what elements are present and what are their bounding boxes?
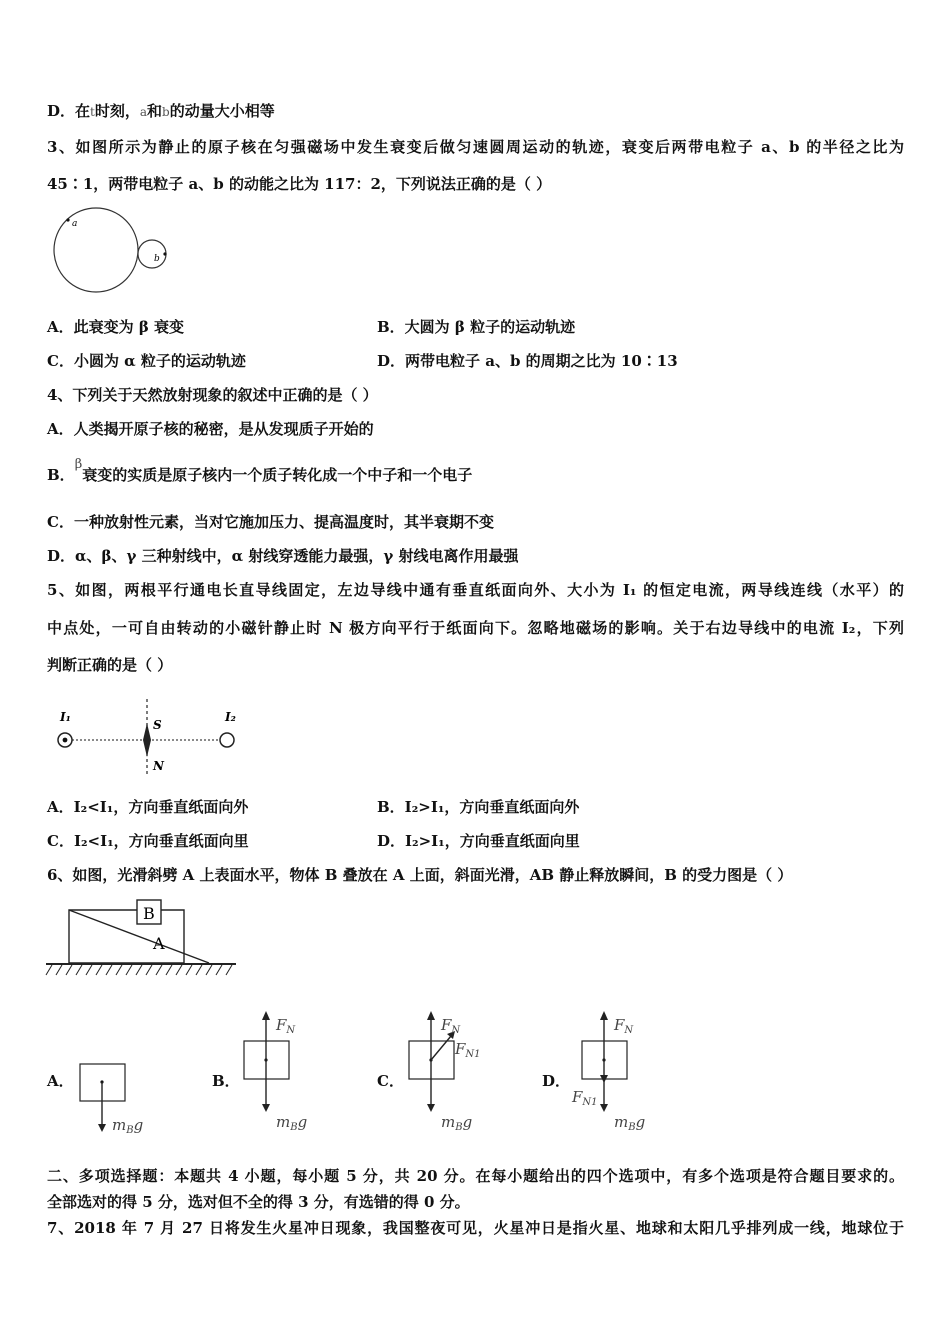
q5-wire-figure	[50, 697, 250, 779]
q3-option-d[interactable]: D．两带电粒子 a、b 的周期之比为 10∶13	[377, 352, 678, 370]
q4-option-c[interactable]: C．一种放射性元素，当对它施加压力、提高温度时，其半衰期不变	[47, 513, 494, 531]
svg-text:mBg: $m_Bg$	[276, 1113, 308, 1133]
var-a: a	[139, 105, 148, 119]
q6-option-c[interactable]: C．	[377, 1072, 404, 1090]
svg-text:FN1: $F_{N1}$	[572, 1088, 598, 1108]
label-N: N	[153, 759, 164, 773]
svg-text:FN: $F_N$	[441, 1016, 461, 1036]
particle-a-dot	[66, 218, 69, 221]
wire-2	[220, 733, 234, 747]
label-A: A	[153, 934, 165, 953]
q5-stem-line1: 5、如图，两根平行通电长直导线固定，左边导线中通有垂直纸面向外、大小为 I₁ 的恒定电流，两导线连线（水平）的	[47, 581, 904, 599]
label-I1: I₁	[60, 710, 71, 724]
q6-option-a[interactable]: A．	[47, 1072, 74, 1090]
force-diagram-d	[572, 1008, 668, 1138]
beta-symbol: β	[74, 457, 83, 472]
svg-text:mBg: $m_Bg$	[112, 1116, 144, 1136]
label-S: S	[153, 718, 162, 732]
q3-option-c[interactable]: C．小圆为 α 粒子的运动轨迹	[47, 352, 246, 370]
particle-b-dot	[163, 252, 166, 255]
q5-option-b[interactable]: B．I₂>I₁，方向垂直纸面向外	[377, 798, 580, 816]
svg-text:FN: $F_N$	[614, 1016, 634, 1036]
wedge-A	[69, 910, 184, 963]
svg-text:FN1: $F_{N1}$	[455, 1040, 481, 1060]
q5-stem-line3: 判断正确的是（ ）	[47, 656, 173, 674]
q5-option-d[interactable]: D．I₂>I₁，方向垂直纸面向里	[377, 832, 580, 850]
label-a: a	[72, 219, 78, 229]
q7-stem-line1: 7、2018 年 7 月 27 日将发生火星冲日现象，我国整夜可见，火星冲日是指火星、地球和太阳几乎排列成一线，地球位于	[47, 1219, 904, 1237]
var-b: b	[162, 105, 170, 119]
q5-stem-line2: 中点处，一可自由转动的小磁针静止时 N 极方向平行于纸面向下。忽略地磁场的影响。关于右边导线中的电流 I₂，下列	[47, 619, 904, 637]
svg-text:FN: $F_N$	[276, 1016, 296, 1036]
prev-question-option-d: D．在t时刻，a和b的动量大小相等	[47, 102, 275, 120]
q3-stem-line1: 3、如图所示为静止的原子核在匀强磁场中发生衰变后做匀速圆周运动的轨迹，衰变后两带电粒子 a、b 的半径之比为	[47, 138, 904, 156]
q3-orbit-figure	[48, 206, 178, 298]
q3-stem-line2: 45∶1，两带电粒子 a、b 的动能之比为 117：2，下列说法正确的是（ ）	[47, 175, 552, 193]
force-diagram-c	[405, 1008, 500, 1138]
q3-option-a[interactable]: A．此衰变为 β 衰变	[47, 318, 185, 336]
svg-text:mBg: $m_Bg$	[441, 1113, 473, 1133]
q4-option-a[interactable]: A．人类揭开原子核的秘密，是从发现质子开始的	[47, 420, 374, 438]
label-b: b	[154, 254, 160, 264]
q6-option-b[interactable]: B．	[212, 1072, 240, 1090]
svg-text:mBg: $m_Bg$	[614, 1113, 646, 1133]
q5-option-a[interactable]: A．I₂<I₁，方向垂直纸面向外	[47, 798, 249, 816]
q6-wedge-figure	[44, 897, 239, 977]
force-diagram-a	[76, 1060, 166, 1140]
q5-option-c[interactable]: C．I₂<I₁，方向垂直纸面向里	[47, 832, 249, 850]
q6-option-d[interactable]: D．	[542, 1072, 571, 1090]
label-I2: I₂	[225, 710, 236, 724]
q4-stem: 4、下列关于天然放射现象的叙述中正确的是（ ）	[47, 386, 378, 404]
q6-stem: 6、如图，光滑斜劈 A 上表面水平，物体 B 叠放在 A 上面，斜面光滑，AB 静止释放瞬间，B 的受力图是（ ）	[47, 866, 793, 884]
section2-line2: 全部选对的得 5 分，选对但不全的得 3 分，有选错的得 0 分。	[47, 1193, 470, 1211]
compass-needle	[143, 723, 151, 757]
q4-option-b[interactable]: B．β衰变的实质是原子核内一个质子转化成一个中子和一个电子	[47, 457, 473, 484]
section2-line1: 二、多项选择题：本题共 4 小题，每小题 5 分，共 20 分。在每小题给出的四个选项中，有多个选项是符合题目要求的。	[47, 1167, 904, 1185]
q3-option-b[interactable]: B．大圆为 β 粒子的运动轨迹	[377, 318, 576, 336]
wire-1-dot	[63, 738, 68, 743]
force-diagram-b	[240, 1008, 330, 1138]
var-t: t	[90, 105, 95, 119]
small-orbit	[138, 240, 166, 268]
label-B: B	[143, 904, 155, 923]
q4-option-d[interactable]: D．α、β、γ 三种射线中，α 射线穿透能力最强，γ 射线电离作用最强	[47, 547, 519, 565]
